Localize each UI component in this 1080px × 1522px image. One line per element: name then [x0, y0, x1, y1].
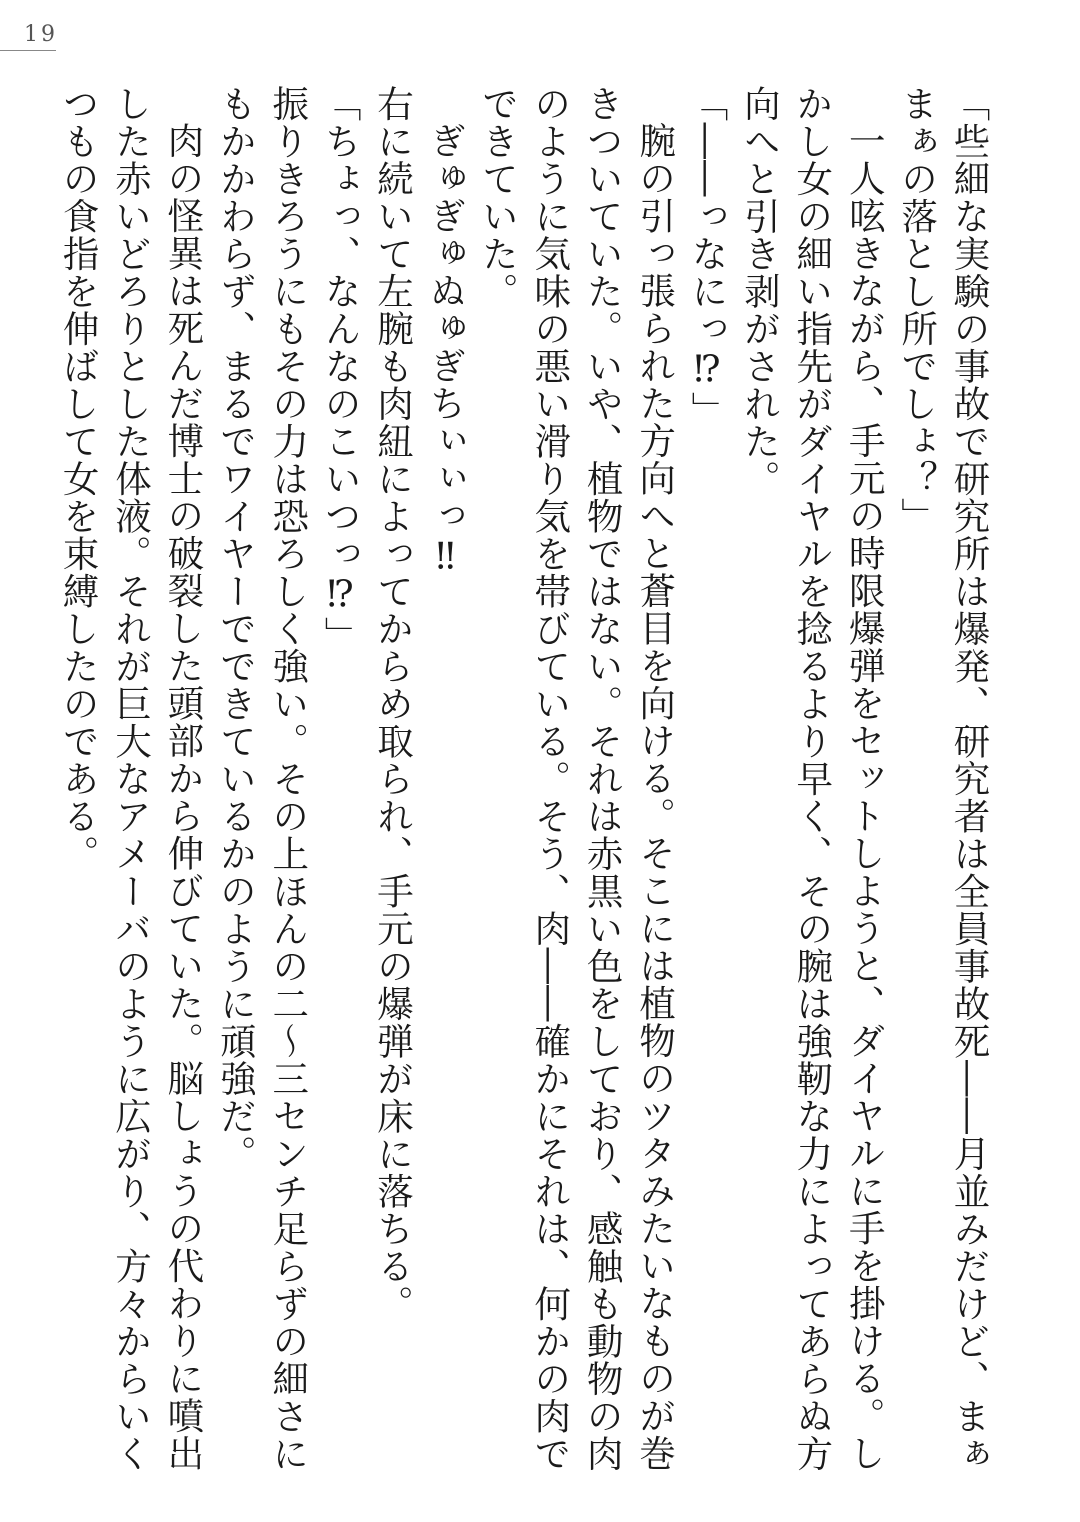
page-number: 19	[24, 22, 58, 47]
paragraph: 振りきろうにもその力は恐ろしく強い。その上ほんの二～三センチ足らずの細さにもかかわらず、まるでワイヤーでできているかのように頑強だ。	[214, 85, 310, 1473]
paragraph: 腕の引っ張られた方向へと蒼目を向ける。そこには植物のツタみたいなものが巻きついていた。いや、植物ではない。それは赤黒い色をしており、感触も動物の肉のように気味の悪い滑り気を帯びている。そう、肉――確かにそれは、何かの肉でできていた。	[476, 85, 677, 1473]
paragraph: 「ちょっ、なんなのこいつっ⁉」	[319, 85, 363, 654]
paragraph: 右に続いて左腕も肉紐によってからめ取られ、手元の爆弾が床に落ちる。	[371, 85, 415, 1323]
paragraph: ぎゅぎゅぬゅぎちぃぃっ‼	[423, 121, 467, 578]
paragraph: 「些細な実験の事故で研究所は爆発、研究者は全員事故死――月並みだけど、まぁまぁの落とし所でしょ？」	[895, 85, 991, 1473]
paragraph: 「――っなにっ⁉」	[685, 85, 729, 429]
paragraph: 一人呟きながら、手元の時限爆弾をセットしようと、ダイヤルに手を掛ける。しかし女の細い指先がダイヤルを捻るより早く、その腕は強靭な力によってあらぬ方向へと引き剥がされた。	[738, 85, 887, 1473]
page-number-rule	[0, 50, 56, 51]
body-text	[57, 85, 995, 1485]
paragraph: 肉の怪異は死んだ博士の破裂した頭部から伸びていた。脳しょうの代わりに噴出した赤いどろりとした体液。それが巨大なアメーバのように広がり、方々からいくつもの食指を伸ばして女を束縛したのである。	[57, 85, 205, 1473]
